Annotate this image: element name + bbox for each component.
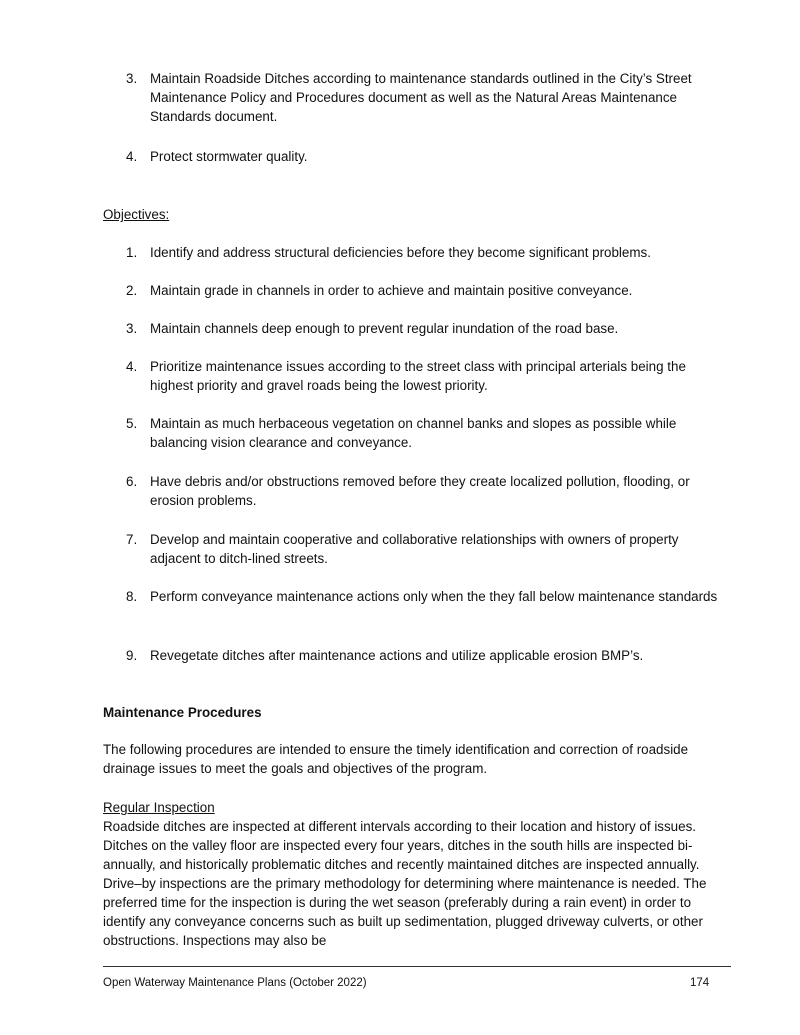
list-text: Protect stormwater quality.	[150, 149, 308, 164]
list-text: Develop and maintain cooperative and collaborative relationships with owners of property adjacent to ditch-lined streets.	[150, 532, 679, 566]
list-number: 1.	[126, 245, 138, 260]
list-number: 6.	[126, 474, 138, 489]
list-number: 2.	[126, 283, 138, 298]
footer-title: Open Waterway Maintenance Plans (October 2022)	[103, 977, 367, 989]
list-number: 9.	[126, 648, 138, 663]
list-text: Perform conveyance maintenance actions only when the they fall below maintenance standards	[150, 589, 718, 604]
maintenance-heading: Maintenance Procedures	[103, 705, 262, 720]
list-text: Maintain Roadside Ditches according to maintenance standards outlined in the City’s Street Maintenance Policy and Procedures document as well as the Natural Areas Maintenance Standards document.	[150, 71, 692, 124]
regular-inspection-heading: Regular Inspection	[103, 800, 215, 815]
list-text: Revegetate ditches after maintenance actions and utilize applicable erosion BMP’s.	[150, 648, 644, 663]
list-number: 3.	[126, 71, 138, 86]
maintenance-intro: The following procedures are intended to ensure the timely identification and correction of roadside drainage issues to meet the goals and objectives of the program.	[103, 742, 689, 776]
list-number: 4.	[126, 359, 138, 374]
list-text: Identify and address structural deficiencies before they become significant problems.	[150, 245, 651, 260]
list-number: 7.	[126, 532, 138, 547]
list-number: 3.	[126, 321, 138, 336]
regular-inspection-text: Roadside ditches are inspected at different intervals according to their location and history of issues. Ditches on the valley floor are inspected every four years, ditches in the south hills are inspected bi-annually, and historically problematic ditches and recently maintained ditches are inspected annually. Drive–by inspections are the primary methodology for determining where maintenance is needed. The preferred time for the inspection is during the wet season (preferably during a rain event) in order to identify any conveyance concerns such as built up sedimentation, plugged driveway culverts, or other obstructions. Inspections may also be	[103, 819, 707, 948]
list-number: 4.	[126, 149, 138, 164]
list-number: 8.	[126, 589, 138, 604]
list-text: Maintain channels deep enough to prevent regular inundation of the road base.	[150, 321, 619, 336]
list-text: Prioritize maintenance issues according to the street class with principal arterials being the highest priority and gravel roads being the lowest priority.	[150, 359, 686, 393]
list-number: 5.	[126, 416, 138, 431]
list-text: Maintain grade in channels in order to achieve and maintain positive conveyance.	[150, 283, 633, 298]
page-number: 174	[690, 977, 710, 989]
list-text: Maintain as much herbaceous vegetation on channel banks and slopes as possible while balancing vision clearance and conveyance.	[150, 416, 677, 450]
objectives-heading: Objectives:	[103, 207, 170, 222]
footer-divider	[103, 966, 731, 967]
list-text: Have debris and/or obstructions removed before they create localized pollution, flooding, or erosion problems.	[150, 474, 690, 508]
